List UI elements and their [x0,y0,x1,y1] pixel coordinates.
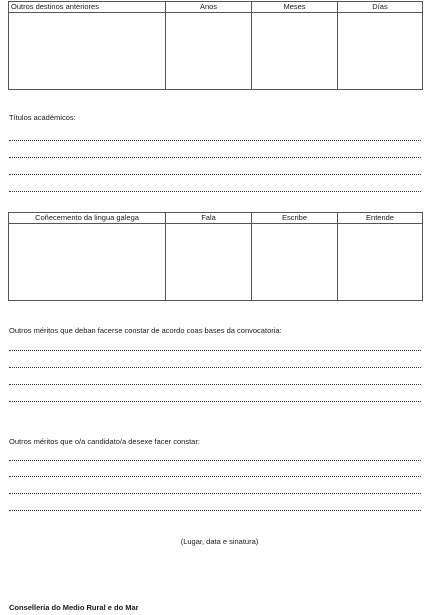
meritos-candidato-label: Outros méritos que o/a candidato/a desexe facer constar: [9,437,200,446]
lingua-cell-nivel[interactable] [9,224,166,301]
meritos-candidato-line-1[interactable] [9,460,421,461]
lingua-header-row [9,213,423,224]
destinos-header-row [9,2,423,13]
destinos-cell-meses[interactable] [252,13,338,90]
destinos-entry-row [9,13,423,90]
meritos-bases-line-1[interactable] [9,350,421,351]
lingua-cell-escribe[interactable] [252,224,338,301]
titulos-line-1[interactable] [9,140,421,141]
lingua-col-entende: Entende [338,213,423,224]
meritos-bases-line-4[interactable] [9,401,421,402]
lingua-entry-row [9,224,423,301]
destinos-col-label: Outros destinos anteriores [9,2,166,13]
lingua-col-fala: Fala [166,213,252,224]
meritos-candidato-line-2[interactable] [9,476,421,477]
footer-department: Consellería do Medio Rural e do Mar [9,603,139,612]
destinos-col-dias: Días [338,2,423,13]
meritos-candidato-line-4[interactable] [9,510,421,511]
titulos-line-4[interactable] [9,191,421,192]
lingua-table [8,212,423,301]
meritos-bases-line-2[interactable] [9,367,421,368]
lingua-cell-fala[interactable] [166,224,252,301]
destinos-cell-destino[interactable] [9,13,166,90]
destinos-cell-dias[interactable] [338,13,423,90]
meritos-bases-line-3[interactable] [9,384,421,385]
destinos-col-meses: Meses [252,2,338,13]
meritos-candidato-line-3[interactable] [9,493,421,494]
titulos-line-3[interactable] [9,174,421,175]
destinos-cell-anos[interactable] [166,13,252,90]
lingua-cell-entende[interactable] [338,224,423,301]
lingua-col-escribe: Escribe [252,213,338,224]
titulos-label: Títulos académicos: [9,113,76,122]
titulos-line-2[interactable] [9,157,421,158]
destinos-table [8,1,423,90]
destinos-col-anos: Anos [166,2,252,13]
lingua-col-label: Coñecemento da lingua galega [9,213,166,224]
meritos-bases-label: Outros méritos que deban facerse constar de acordo coas bases da convocatoria: [9,326,282,335]
signature-caption: (Lugar, data e sinatura) [180,537,259,546]
